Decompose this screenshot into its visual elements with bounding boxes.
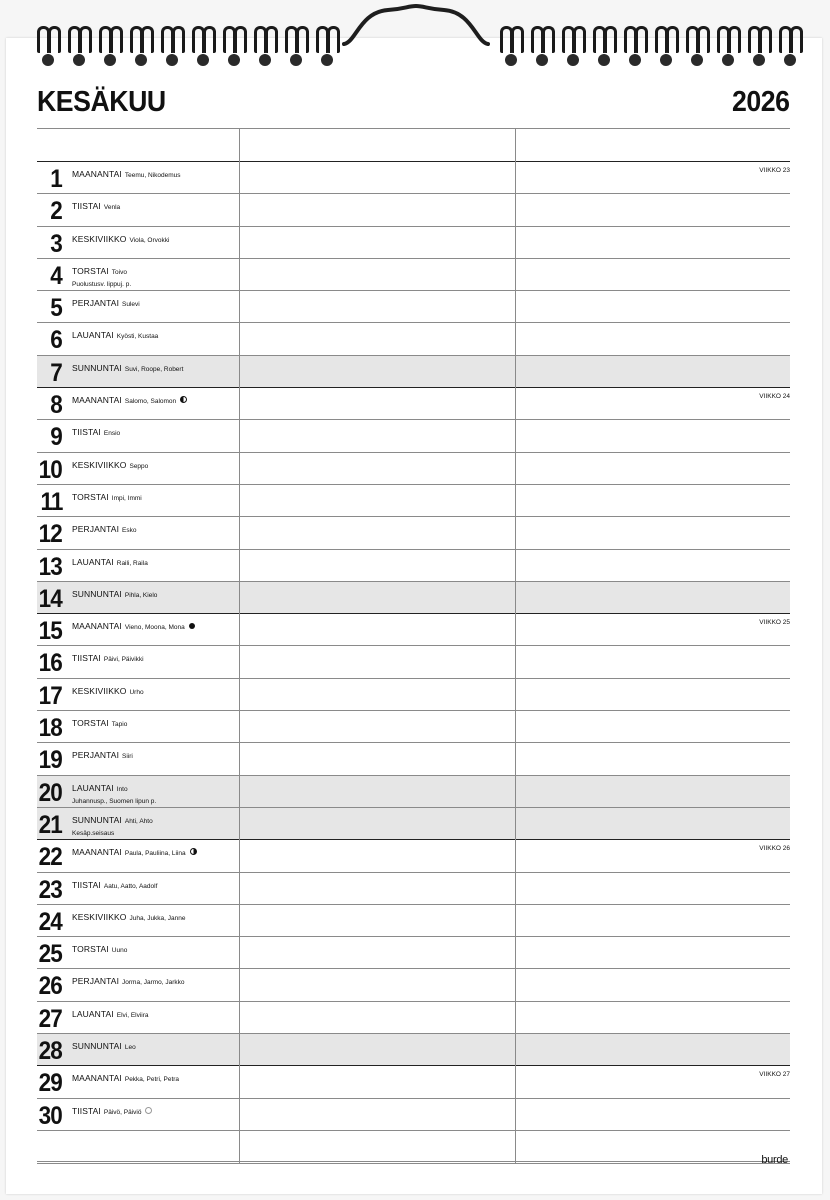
- day-row[interactable]: [37, 1033, 790, 1065]
- day-number: 16: [38, 649, 62, 678]
- weekday-name: TIISTAI: [72, 879, 101, 890]
- week-number: VIIKKO 27: [759, 1071, 790, 1079]
- day-number: 8: [50, 391, 62, 420]
- weekday-name: TIISTAI: [72, 653, 101, 664]
- day-info: [72, 266, 131, 290]
- day-row[interactable]: [37, 807, 790, 839]
- day-row[interactable]: [37, 645, 790, 677]
- brand-logo: burde: [761, 1154, 788, 1166]
- name-day-names: Suvi, Roope, Robert: [124, 365, 184, 373]
- binding-ring: [748, 26, 770, 68]
- name-day-names: Esko: [122, 527, 137, 535]
- name-day-names: Pekka, Petri, Petra: [124, 1076, 180, 1084]
- name-day-names: Vieno, Moona, Mona: [124, 624, 185, 632]
- day-row[interactable]: [37, 549, 790, 581]
- binding-ring: [593, 26, 615, 68]
- day-number: 7: [50, 358, 62, 387]
- day-info: [72, 1041, 136, 1053]
- day-info: [72, 718, 127, 730]
- calendar-grid: [37, 128, 790, 1163]
- weekday-name: TIISTAI: [72, 427, 101, 438]
- day-number: 9: [50, 423, 62, 452]
- day-info: [72, 944, 127, 956]
- binding-ring: [37, 26, 59, 68]
- day-row[interactable]: [37, 258, 790, 290]
- day-number: 15: [38, 617, 62, 646]
- month-title: KESÄKUU: [37, 86, 166, 118]
- weekday-name: TIISTAI: [72, 1105, 101, 1116]
- year-title: 2026: [732, 86, 790, 118]
- weekday-name: LAUANTAI: [72, 782, 114, 793]
- weekday-name: PERJANTAI: [72, 976, 120, 987]
- day-row[interactable]: [37, 678, 790, 710]
- weekday-name: MAANANTAI: [72, 1073, 122, 1084]
- day-info: [72, 653, 144, 665]
- day-number: 30: [38, 1101, 62, 1130]
- moon-phase-icon: [180, 396, 187, 403]
- name-day-names: Seppo: [129, 462, 149, 470]
- weekday-name: KESKIVIIKKO: [72, 459, 127, 470]
- day-row[interactable]: [37, 516, 790, 548]
- day-number: 1: [50, 165, 62, 193]
- day-row[interactable]: [37, 1001, 790, 1033]
- name-day-names: Päivö, Päiviö: [103, 1108, 142, 1116]
- day-row[interactable]: [37, 775, 790, 807]
- name-day-names: Venla: [103, 204, 121, 212]
- name-day-names: Päivi, Päivikki: [103, 656, 144, 664]
- day-number: 18: [38, 714, 62, 743]
- name-day-names: Leo: [124, 1044, 136, 1052]
- name-day-names: Teemu, Nikodemus: [124, 172, 181, 179]
- moon-phase-icon: [189, 623, 195, 629]
- weekday-name: PERJANTAI: [72, 750, 120, 761]
- moon-phase-icon: [145, 1107, 152, 1114]
- day-info: [72, 976, 185, 988]
- weekday-name: MAANANTAI: [72, 621, 122, 632]
- day-number: 4: [50, 261, 62, 290]
- day-row[interactable]: [37, 452, 790, 484]
- day-rows: [37, 128, 790, 1162]
- weekday-name: MAANANTAI: [72, 169, 122, 179]
- day-info: [72, 880, 157, 892]
- day-info: [72, 492, 142, 504]
- day-row[interactable]: [37, 968, 790, 1000]
- day-info: [72, 395, 187, 407]
- binding-ring: [655, 26, 677, 68]
- weekday-name: KESKIVIIKKO: [72, 911, 127, 922]
- name-day-names: Uuno: [111, 947, 128, 955]
- day-info: [72, 363, 183, 375]
- day-row[interactable]: [37, 226, 790, 258]
- day-number: 23: [38, 875, 62, 904]
- binding-ring: [223, 26, 245, 68]
- day-number: 12: [38, 520, 62, 549]
- column-divider: [515, 128, 516, 1163]
- day-info: [72, 330, 158, 342]
- binding-ring: [316, 26, 338, 68]
- name-day-names: Viola, Orvokki: [129, 236, 170, 244]
- weekday-name: LAUANTAI: [72, 1008, 114, 1019]
- holiday-note: Puolustusv. lippuj. p.: [72, 280, 132, 288]
- day-number: 29: [38, 1069, 62, 1098]
- week-number: VIIKKO 25: [759, 619, 790, 627]
- day-row[interactable]: [37, 839, 790, 871]
- name-day-names: Ensio: [103, 430, 121, 438]
- trailing-blank-row: [37, 1130, 790, 1162]
- day-number: 11: [40, 487, 62, 516]
- weekday-name: PERJANTAI: [72, 298, 120, 309]
- day-info: [72, 298, 140, 310]
- day-info: [72, 427, 120, 439]
- binding-ring: [717, 26, 739, 68]
- name-day-names: Urho: [129, 688, 144, 696]
- day-row[interactable]: [37, 161, 790, 193]
- day-info: [72, 750, 133, 762]
- day-row[interactable]: [37, 290, 790, 322]
- day-row[interactable]: [37, 613, 790, 645]
- day-row[interactable]: [37, 581, 790, 613]
- day-row[interactable]: [37, 322, 790, 354]
- weekday-name: MAANANTAI: [72, 395, 122, 406]
- day-info: [72, 557, 148, 569]
- day-number: 14: [38, 584, 62, 613]
- binding-ring: [130, 26, 152, 68]
- day-row[interactable]: [37, 355, 790, 387]
- day-row[interactable]: [37, 387, 790, 419]
- weekday-name: MAANANTAI: [72, 847, 122, 858]
- day-info: [72, 1009, 149, 1021]
- day-number: 25: [38, 940, 62, 969]
- day-number: 26: [38, 972, 62, 1001]
- weekday-name: LAUANTAI: [72, 330, 114, 341]
- week-number: VIIKKO 24: [759, 393, 790, 401]
- binding-ring: [624, 26, 646, 68]
- weekday-name: SUNNUNTAI: [72, 362, 122, 373]
- name-day-names: Elvi, Elviira: [116, 1011, 149, 1019]
- day-info: [72, 460, 148, 472]
- day-number: 22: [38, 843, 62, 872]
- day-info: [72, 686, 144, 698]
- day-row[interactable]: [37, 1098, 790, 1130]
- name-day-names: Salomo, Salomon: [124, 398, 177, 406]
- name-day-names: Tapio: [111, 721, 128, 729]
- weekday-name: TORSTAI: [72, 944, 109, 955]
- day-row[interactable]: [37, 419, 790, 451]
- day-row[interactable]: [37, 710, 790, 742]
- holiday-note: Juhannusp., Suomen lipun p.: [72, 797, 157, 805]
- weekday-name: LAUANTAI: [72, 556, 114, 567]
- name-day-names: Raili, Raila: [116, 559, 148, 567]
- day-info: [72, 1073, 179, 1085]
- weekday-name: KESKIVIIKKO: [72, 233, 127, 244]
- day-info: [72, 524, 136, 536]
- day-info: [72, 1106, 152, 1118]
- name-day-names: Toivo: [111, 268, 127, 276]
- binding-ring: [500, 26, 522, 68]
- weekday-name: SUNNUNTAI: [72, 588, 122, 599]
- day-number: 6: [50, 326, 62, 355]
- day-row[interactable]: [37, 484, 790, 516]
- day-number: 20: [38, 778, 62, 807]
- day-info: [72, 169, 181, 181]
- day-number: 5: [50, 294, 62, 323]
- day-info: [72, 783, 156, 807]
- week-number: VIIKKO 23: [759, 167, 790, 174]
- column-divider: [239, 128, 240, 1163]
- day-number: 17: [38, 681, 62, 710]
- binding-ring: [99, 26, 121, 68]
- day-number: 13: [38, 552, 62, 581]
- binding-ring: [161, 26, 183, 68]
- name-day-names: Ahti, Ahto: [124, 817, 153, 825]
- day-row[interactable]: [37, 1065, 790, 1097]
- header-blank-row: [37, 128, 790, 161]
- moon-phase-icon: [190, 848, 197, 855]
- weekday-name: KESKIVIIKKO: [72, 685, 127, 696]
- grid-bottom-line: [37, 1163, 790, 1164]
- binding-ring: [192, 26, 214, 68]
- day-number: 2: [50, 197, 62, 226]
- weekday-name: TORSTAI: [72, 265, 109, 276]
- name-day-names: Aatu, Aatto, Aadolf: [103, 882, 158, 890]
- day-info: [72, 234, 169, 246]
- day-number: 10: [38, 455, 62, 484]
- binding-ring: [779, 26, 801, 68]
- day-number: 3: [50, 229, 62, 258]
- day-number: 27: [38, 1004, 62, 1033]
- name-day-names: Sulevi: [122, 301, 140, 309]
- holiday-note: Kesäp.seisaus: [72, 829, 115, 837]
- binding-ring: [285, 26, 307, 68]
- day-info: [72, 847, 197, 859]
- day-number: 28: [38, 1037, 62, 1066]
- day-info: [72, 621, 195, 633]
- binding-ring: [686, 26, 708, 68]
- day-info: [72, 589, 157, 601]
- day-row[interactable]: [37, 742, 790, 774]
- binding-ring: [562, 26, 584, 68]
- day-row[interactable]: [37, 872, 790, 904]
- weekday-name: SUNNUNTAI: [72, 814, 122, 825]
- day-row[interactable]: [37, 904, 790, 936]
- weekday-name: TORSTAI: [72, 718, 109, 729]
- binding-rings: [0, 26, 830, 70]
- weekday-name: TIISTAI: [72, 201, 101, 212]
- day-info: [72, 815, 153, 839]
- binding-ring: [531, 26, 553, 68]
- day-number: 24: [38, 907, 62, 936]
- name-day-names: Juha, Jukka, Janne: [129, 914, 186, 922]
- binding-ring: [254, 26, 276, 68]
- name-day-names: Kyösti, Kustaa: [116, 333, 159, 341]
- day-number: 21: [38, 810, 62, 839]
- name-day-names: Pihla, Kielo: [124, 591, 158, 599]
- weekday-name: SUNNUNTAI: [72, 1041, 122, 1052]
- week-number: VIIKKO 26: [759, 845, 790, 853]
- day-number: 19: [38, 746, 62, 775]
- day-info: [72, 912, 186, 924]
- day-info: [72, 201, 120, 213]
- name-day-names: Impi, Immi: [111, 494, 142, 502]
- day-row[interactable]: [37, 936, 790, 968]
- weekday-name: PERJANTAI: [72, 524, 120, 535]
- binding-ring: [68, 26, 90, 68]
- name-day-names: Jorma, Jarmo, Jarkko: [122, 979, 185, 987]
- name-day-names: Siiri: [122, 753, 133, 761]
- name-day-names: Paula, Pauliina, Liina: [124, 850, 186, 858]
- day-row[interactable]: [37, 193, 790, 225]
- name-day-names: Into: [116, 785, 128, 793]
- weekday-name: TORSTAI: [72, 491, 109, 502]
